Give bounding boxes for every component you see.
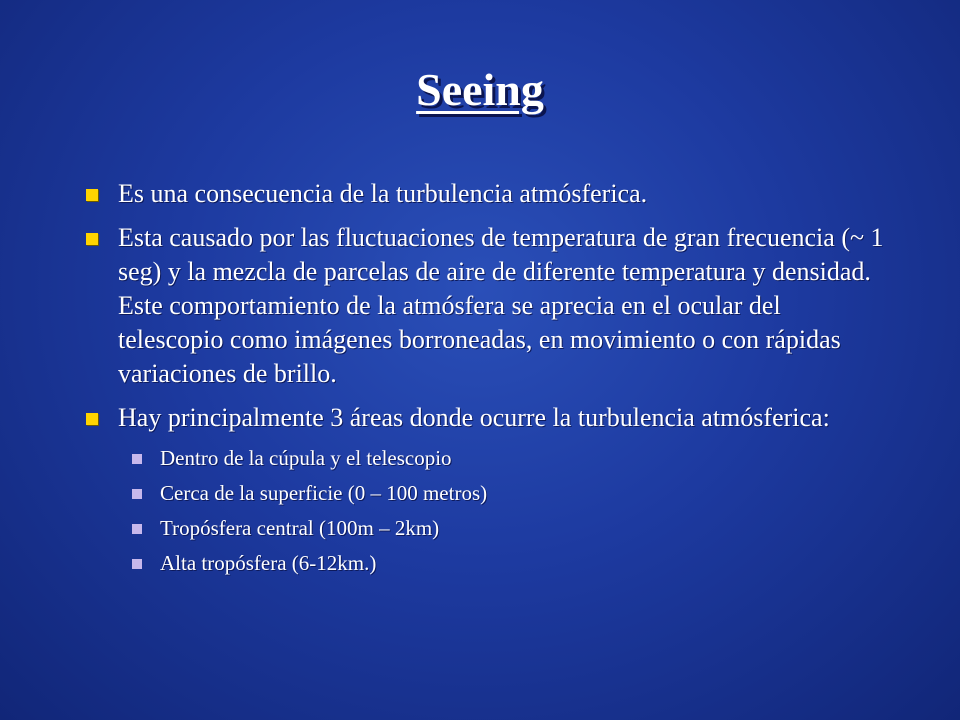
bullet-text: Hay principalmente 3 áreas donde ocurre la turbulencia atmósferica: — [118, 403, 830, 432]
sub-bullet-item — [132, 480, 886, 506]
bullet-text: Esta causado por las fluctuaciones de temperatura de gran frecuencia (~ 1 seg) y la mezcla de parcelas de aire de diferente temperatura y densidad. Este comportamiento de la atmósfera se aprecia en el ocular del telescopio como imágenes borroneadas, en movimiento o con rápidas variaciones de brillo. — [118, 223, 884, 388]
sub-bullet-text: Tropósfera central (100m – 2km) — [160, 516, 440, 540]
sub-bullet-text: Alta tropósfera (6-12km.) — [160, 551, 377, 575]
bullet-text: Es una consecuencia de la turbulencia atmósferica. — [118, 179, 648, 208]
sub-bullet-text: Dentro de la cúpula y el telescopio — [160, 446, 452, 470]
small-square-bullet-icon — [132, 524, 142, 534]
sub-bullet-item — [132, 515, 886, 541]
square-bullet-icon — [86, 413, 98, 425]
sub-bullet-item — [132, 445, 886, 471]
sub-bullet-item — [132, 550, 886, 576]
sub-bullet-text: Cerca de la superficie (0 – 100 metros) — [160, 481, 488, 505]
small-square-bullet-icon — [132, 454, 142, 464]
sub-bullet-list — [132, 445, 886, 576]
bullet-item — [86, 401, 886, 435]
small-square-bullet-icon — [132, 489, 142, 499]
bullet-item — [86, 177, 886, 211]
square-bullet-icon — [86, 189, 98, 201]
square-bullet-icon — [86, 233, 98, 245]
bullet-list — [86, 177, 886, 585]
small-square-bullet-icon — [132, 559, 142, 569]
slide-title: Seeing — [416, 64, 544, 115]
bullet-item — [86, 221, 886, 391]
